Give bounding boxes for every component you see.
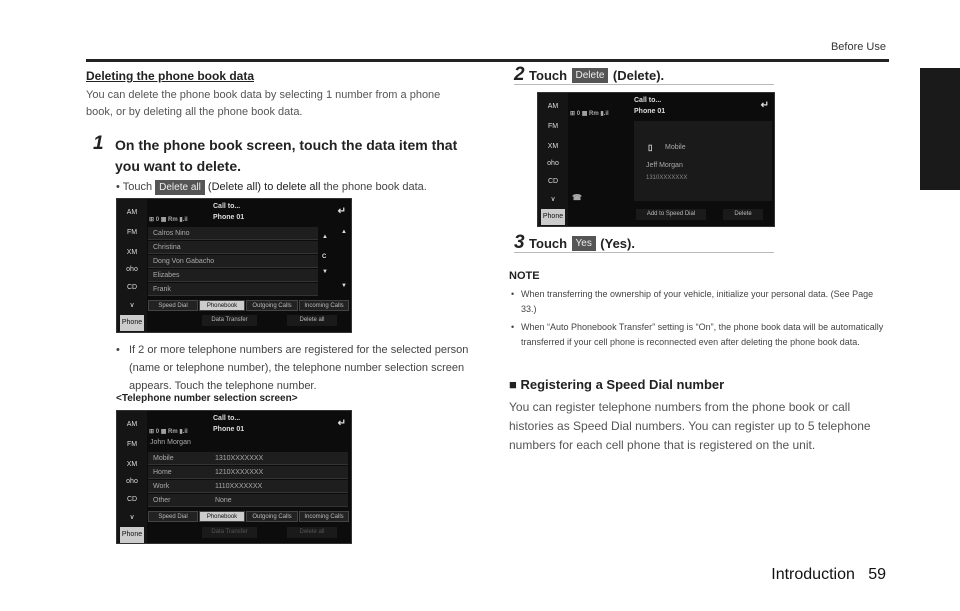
oho-icon[interactable]: oho xyxy=(126,266,138,273)
note-list xyxy=(509,287,887,350)
bullet-suffix: the phone book data. xyxy=(323,181,427,193)
xm-icon[interactable]: XM xyxy=(126,461,138,468)
source-sidebar xyxy=(117,199,147,332)
step-suffix: (Yes). xyxy=(600,236,635,251)
scroll-up-icon[interactable]: ▲ xyxy=(341,229,347,235)
note-item xyxy=(509,287,887,317)
number-row[interactable] xyxy=(148,494,348,507)
mobile-phone-icon: ▯ xyxy=(648,143,653,152)
fm-icon[interactable]: FM xyxy=(126,441,138,448)
chapter-name: Introduction xyxy=(771,566,855,583)
number-detail-screen xyxy=(537,92,775,227)
page-up-icon[interactable]: ▲ xyxy=(322,234,328,240)
step-prefix: Touch xyxy=(529,236,568,251)
phone-tab[interactable]: Phone xyxy=(120,315,144,331)
note-text: When “Auto Phonebook Transfer” setting is “On”, the phone book data will be automatically transferred if your cell phone is reconnected even after deleting the phone book data. xyxy=(521,322,884,347)
back-icon[interactable]: ↵ xyxy=(337,206,346,217)
step-prefix: Touch xyxy=(529,68,568,83)
number-type: Mobile xyxy=(153,455,174,462)
bullet-dot: • xyxy=(116,344,120,356)
delete-all-button[interactable]: Delete all xyxy=(287,315,337,326)
bullet-text: If 2 or more telephone numbers are registered for the selected person (name or telephone number), the telephone number selection screen appears. Touch the telephone number. xyxy=(129,344,469,392)
number-row[interactable] xyxy=(148,466,348,479)
bullet-delete-all: • Touch Delete all (Delete all) to delete all the phone book data. xyxy=(116,181,427,193)
back-icon[interactable]: ↵ xyxy=(337,418,346,429)
source-sidebar xyxy=(117,411,147,543)
data-transfer-button[interactable]: Data Transfer xyxy=(202,315,257,326)
step-number: 2 xyxy=(514,64,525,85)
oho-icon[interactable]: oho xyxy=(126,478,138,485)
number-type: Home xyxy=(153,469,172,476)
phone-tab[interactable]: Phone xyxy=(120,527,144,543)
delete-button[interactable]: Delete xyxy=(723,209,763,220)
step-2 xyxy=(514,64,774,85)
am-icon[interactable]: AM xyxy=(547,103,559,110)
yes-button-label: Yes xyxy=(572,236,596,251)
cd-icon[interactable]: CD xyxy=(547,178,559,185)
call-to-label: Call to... xyxy=(213,415,241,422)
delete-all-button-label: Delete all xyxy=(155,180,205,195)
bullet-dot: • xyxy=(511,322,515,332)
page-footer xyxy=(771,566,886,584)
contact-name: John Morgan xyxy=(150,439,191,446)
cd-icon[interactable]: CD xyxy=(126,496,138,503)
page-down-icon[interactable]: ▼ xyxy=(322,269,328,275)
tab-incoming-calls[interactable]: Incoming Calls xyxy=(299,511,349,522)
section-title: Deleting the phone book data xyxy=(86,69,255,83)
bullet-dot: • xyxy=(511,289,515,299)
number-value: 1310XXXXXXX xyxy=(214,455,264,462)
header-rule xyxy=(86,59,889,62)
call-to-label: Call to... xyxy=(634,97,662,104)
step-3 xyxy=(514,232,774,253)
bullet-multiple-numbers xyxy=(116,341,476,395)
number-type: Other xyxy=(153,497,171,504)
screen-caption: <Telephone number selection screen> xyxy=(116,393,298,404)
list-item[interactable]: Elizabes xyxy=(148,269,318,282)
note-heading: NOTE xyxy=(509,270,540,282)
scroll-down-icon[interactable]: ▼ xyxy=(341,283,347,289)
chapter-tab xyxy=(920,68,960,190)
number-row[interactable] xyxy=(148,480,348,493)
step-number: 1 xyxy=(93,133,104,154)
phone-tab[interactable]: Phone xyxy=(541,209,565,225)
status-icons: ⊞ 0 ▦ Rm ▮.il xyxy=(149,217,188,223)
list-item[interactable]: Frank xyxy=(148,283,318,296)
xm-icon[interactable]: XM xyxy=(547,143,559,150)
section-body: You can register telephone numbers from the phone book or call histories as Speed Dial numbers. You can register up to 5 telephone numbers for each cell phone that is registered on the unit. xyxy=(509,400,871,452)
list-item[interactable]: Christina xyxy=(148,241,318,254)
list-item[interactable]: Dong Von Gabacho xyxy=(148,255,318,268)
intro-text: You can delete the phone book data by selecting 1 number from a phone book, or by deleting all the phone book data. xyxy=(86,89,441,118)
step-suffix: (Delete). xyxy=(612,68,665,83)
chevron-down-icon[interactable]: ∨ xyxy=(129,514,135,521)
bullet-prefix: Touch xyxy=(122,181,153,193)
note-item xyxy=(509,320,887,350)
status-icons: ⊞ 0 ▦ Rm ▮.il xyxy=(149,429,188,435)
phone-name: Phone 01 xyxy=(213,426,245,433)
chevron-down-icon[interactable]: ∨ xyxy=(129,302,135,309)
source-sidebar xyxy=(538,93,568,226)
status-icons: ⊞ 0 ▦ Rm ▮.il xyxy=(570,111,609,117)
detail-panel xyxy=(634,121,772,201)
section-heading: ■ Registering a Speed Dial number xyxy=(509,377,725,392)
note-text: When transferring the ownership of your vehicle, initialize your personal data. (See Page 33.) xyxy=(521,289,874,314)
phone-name: Phone 01 xyxy=(634,108,666,115)
number-selection-screen xyxy=(116,410,352,544)
back-icon[interactable]: ↵ xyxy=(760,100,769,111)
handset-icon[interactable]: ☎ xyxy=(572,193,582,202)
add-to-speed-dial-button[interactable]: Add to Speed Dial xyxy=(636,209,706,220)
phonebook-screen xyxy=(116,198,352,333)
list-item[interactable]: Calros Nino xyxy=(148,227,318,240)
am-icon[interactable]: AM xyxy=(126,209,138,216)
fm-icon[interactable]: FM xyxy=(126,229,138,236)
tab-phonebook[interactable]: Phonebook xyxy=(199,300,245,311)
tab-speed-dial[interactable]: Speed Dial xyxy=(148,511,198,522)
number-type: Work xyxy=(153,483,170,490)
step-text: On the phone book screen, touch the data item that you want to delete. xyxy=(115,137,458,174)
page-number: 59 xyxy=(868,566,886,583)
number-value: None xyxy=(214,497,232,504)
cd-icon[interactable]: CD xyxy=(126,284,138,291)
bullet-paren: (Delete all) to delete all xyxy=(207,181,321,193)
number-value: 1310XXXXXXX xyxy=(646,175,688,181)
data-transfer-button[interactable]: Data Transfer xyxy=(202,527,257,538)
fm-icon[interactable]: FM xyxy=(547,123,559,130)
index-letter: C xyxy=(322,254,327,260)
oho-icon[interactable]: oho xyxy=(547,160,559,167)
tab-incoming-calls[interactable]: Incoming Calls xyxy=(299,300,349,311)
tab-phonebook[interactable]: Phonebook xyxy=(199,511,245,522)
running-header: Before Use xyxy=(830,41,886,53)
number-value: 1110XXXXXXX xyxy=(214,483,263,490)
number-row[interactable] xyxy=(148,452,348,465)
step-number: 3 xyxy=(514,232,525,253)
am-icon[interactable]: AM xyxy=(126,421,138,428)
number-value: 1210XXXXXXX xyxy=(214,469,264,476)
call-to-label: Call to... xyxy=(213,203,241,210)
tab-outgoing-calls[interactable]: Outgoing Calls xyxy=(246,300,298,311)
tab-speed-dial[interactable]: Speed Dial xyxy=(148,300,198,311)
chevron-down-icon[interactable]: ∨ xyxy=(550,196,556,203)
phone-name: Phone 01 xyxy=(213,214,245,221)
number-type: Mobile xyxy=(665,144,686,151)
delete-all-button[interactable]: Delete all xyxy=(287,527,337,538)
contact-name: Jeff Morgan xyxy=(646,162,683,169)
tab-outgoing-calls[interactable]: Outgoing Calls xyxy=(246,511,298,522)
xm-icon[interactable]: XM xyxy=(126,249,138,256)
delete-button-label: Delete xyxy=(572,68,609,83)
